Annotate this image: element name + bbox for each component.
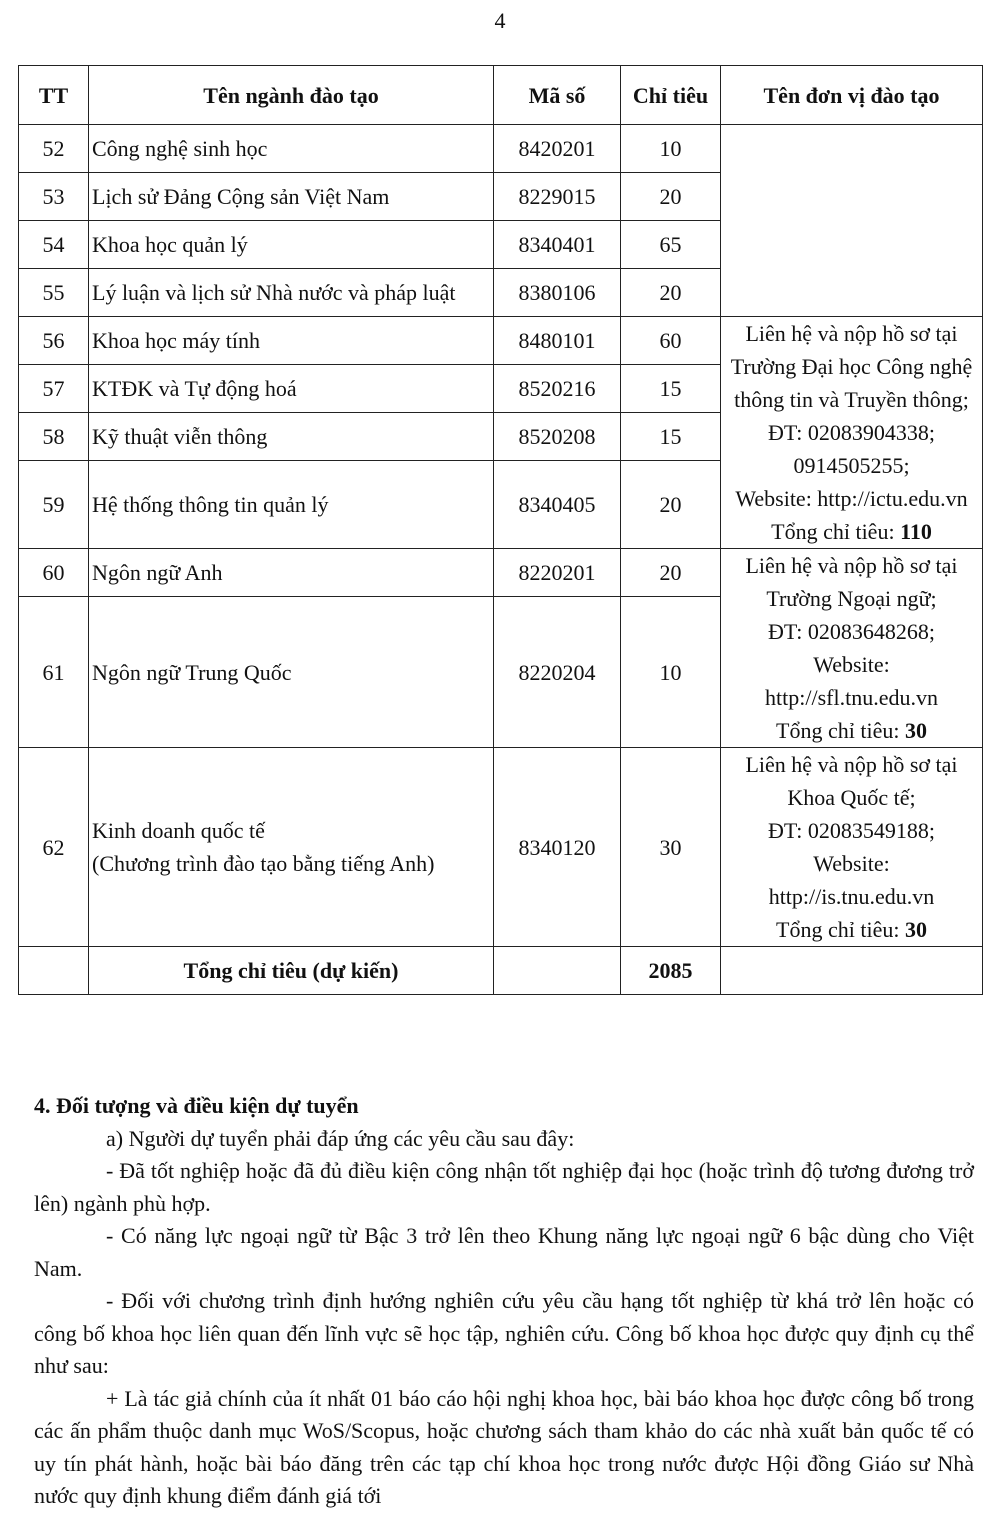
paragraph: - Có năng lực ngoại ngữ từ Bậc 3 trở lên theo Khung năng lực ngoại ngữ 6 bậc dùng cho Việt Nam. (34, 1223, 974, 1281)
unit-line: thông tin và Truyền thông; (734, 387, 969, 412)
unit-sfl-contact (721, 549, 983, 748)
unit-website: http://is.tnu.edu.vn (768, 884, 935, 909)
row-tt: 56 (19, 317, 89, 365)
unit-total-value: 30 (904, 917, 927, 942)
row-tt: 60 (19, 549, 89, 597)
row-tt: 55 (19, 269, 89, 317)
row-code: 8380106 (494, 269, 621, 317)
table-row (19, 317, 983, 365)
program-name-line: Kinh doanh quốc tế (92, 818, 265, 843)
header-tt: TT (19, 66, 89, 125)
unit-ictu-contact (721, 317, 983, 549)
header-unit: Tên đơn vị đào tạo (721, 66, 983, 125)
unit-total-value: 30 (904, 718, 927, 743)
unit-website: http://sfl.tnu.edu.vn (765, 685, 938, 710)
row-code: 8220204 (494, 597, 621, 748)
row-quota: 30 (621, 748, 721, 947)
row-code: 8520216 (494, 365, 621, 413)
row-program-name: Công nghệ sinh học (89, 125, 494, 173)
row-program-name: Ngôn ngữ Anh (89, 549, 494, 597)
unit-total: Tổng chỉ tiêu: 110 (771, 519, 932, 544)
row-program-name: Kỹ thuật viễn thông (89, 413, 494, 461)
row-tt: 62 (19, 748, 89, 947)
table-row (19, 125, 983, 173)
row-unit-empty (721, 125, 983, 317)
row-program-name: Lịch sử Đảng Cộng sản Việt Nam (89, 173, 494, 221)
header-program-name: Tên ngành đào tạo (89, 66, 494, 125)
row-code: 8229015 (494, 173, 621, 221)
row-program-name: Khoa học quản lý (89, 221, 494, 269)
row-quota: 15 (621, 365, 721, 413)
row-code: 8340401 (494, 221, 621, 269)
table-header-row (19, 66, 983, 125)
row-quota: 20 (621, 461, 721, 549)
unit-line: Website: (813, 851, 890, 876)
row-quota: 20 (621, 269, 721, 317)
row-tt: 54 (19, 221, 89, 269)
program-name-line: (Chương trình đào tạo bằng tiếng Anh) (92, 851, 435, 876)
row-program-name: Lý luận và lịch sử Nhà nước và pháp luật (89, 269, 494, 317)
unit-total: Tổng chỉ tiêu: 30 (776, 917, 927, 942)
unit-line: ĐT: 02083904338; (768, 420, 935, 445)
unit-line: Liên hệ và nộp hồ sơ tại (745, 752, 958, 777)
unit-total-value: 110 (900, 519, 932, 544)
table-total-row (19, 947, 983, 995)
unit-line: Khoa Quốc tế; (787, 785, 916, 810)
row-tt: 59 (19, 461, 89, 549)
total-empty-unit (721, 947, 983, 995)
row-quota: 20 (621, 173, 721, 221)
section-body (34, 1090, 974, 1513)
row-tt: 57 (19, 365, 89, 413)
row-quota: 65 (621, 221, 721, 269)
row-program-name: Khoa học máy tính (89, 317, 494, 365)
paragraph: a) Người dự tuyển phải đáp ứng các yêu cầu sau đây: (106, 1125, 575, 1151)
row-quota: 20 (621, 549, 721, 597)
row-tt: 61 (19, 597, 89, 748)
total-value: 2085 (621, 947, 721, 995)
programs-table (18, 65, 983, 995)
total-empty-code (494, 947, 621, 995)
unit-line: 0914505255; (793, 453, 910, 478)
paragraph: - Đã tốt nghiệp hoặc đã đủ điều kiện công nhận tốt nghiệp đại học (hoặc trình độ tương đương trở lên) ngành phù hợp. (34, 1158, 974, 1216)
section-title: 4. Đối tượng và điều kiện dự tuyển (34, 1093, 359, 1118)
unit-line: ĐT: 02083549188; (768, 818, 935, 843)
row-program-name: Hệ thống thông tin quản lý (89, 461, 494, 549)
paragraph: + Là tác giả chính của ít nhất 01 báo cáo hội nghị khoa học, bài báo khoa học được công bố trong các ấn phẩm thuộc danh mục WoS/Scopus, hoặc chương sách tham khảo do các nhà xuất bản quốc tế có uy tín phát hành, hoặc bài báo đăng trên các tạp chí khoa học trong nước được Hội đồng Giáo sư Nhà nước quy định khung điểm đánh giá tới (34, 1385, 974, 1508)
row-tt: 52 (19, 125, 89, 173)
row-code: 8220201 (494, 549, 621, 597)
row-quota: 10 (621, 125, 721, 173)
unit-line: Trường Đại học Công nghệ (730, 354, 973, 379)
unit-total: Tổng chỉ tiêu: 30 (776, 718, 927, 743)
header-code: Mã số (494, 66, 621, 125)
page-number: 4 (494, 8, 506, 33)
unit-line: Trường Ngoại ngữ; (766, 586, 937, 611)
table-row (19, 748, 983, 947)
unit-website: Website: http://ictu.edu.vn (735, 486, 968, 511)
row-code: 8520208 (494, 413, 621, 461)
unit-line: Liên hệ và nộp hồ sơ tại (745, 553, 958, 578)
unit-line: Liên hệ và nộp hồ sơ tại (745, 321, 958, 346)
paragraph: - Đối với chương trình định hướng nghiên cứu yêu cầu hạng tốt nghiệp từ khá trở lên hoặc có công bố khoa học liên quan đến lĩnh vực sẽ học tập, nghiên cứu. Công bố khoa học được quy định cụ thể như sau: (34, 1288, 974, 1378)
row-program-name (89, 748, 494, 947)
unit-line: ĐT: 02083648268; (768, 619, 935, 644)
row-code: 8480101 (494, 317, 621, 365)
row-code: 8420201 (494, 125, 621, 173)
total-label: Tổng chỉ tiêu (dự kiến) (89, 947, 494, 995)
row-code: 8340405 (494, 461, 621, 549)
row-tt: 58 (19, 413, 89, 461)
table-row (19, 549, 983, 597)
header-quota: Chỉ tiêu (621, 66, 721, 125)
row-quota: 60 (621, 317, 721, 365)
unit-is-contact (721, 748, 983, 947)
row-tt: 53 (19, 173, 89, 221)
row-program-name: Ngôn ngữ Trung Quốc (89, 597, 494, 748)
total-empty-tt (19, 947, 89, 995)
row-program-name: KTĐK và Tự động hoá (89, 365, 494, 413)
row-quota: 10 (621, 597, 721, 748)
row-code: 8340120 (494, 748, 621, 947)
row-quota: 15 (621, 413, 721, 461)
unit-line: Website: (813, 652, 890, 677)
